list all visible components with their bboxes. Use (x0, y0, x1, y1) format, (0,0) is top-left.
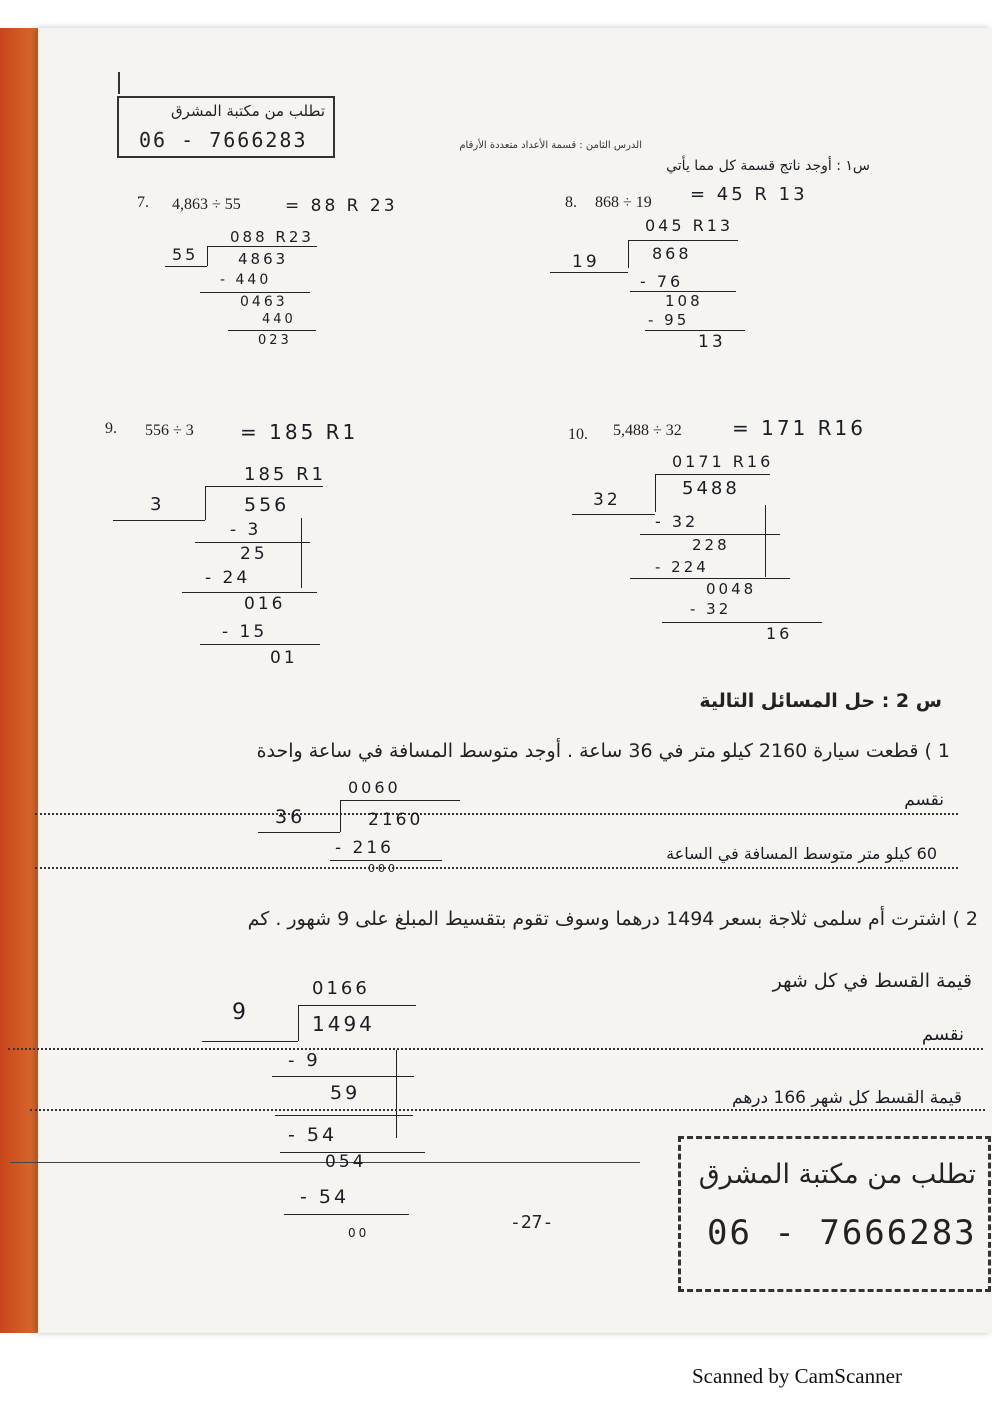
problem-9-step-1: - 3 (230, 520, 262, 540)
problem-9-step-2: 25 (240, 544, 268, 564)
section-2-q1-remainder: 000 (368, 862, 398, 875)
problem-9-number: 9. (105, 420, 117, 437)
problem-8-step-3: - 95 (648, 311, 690, 329)
problem-9-divisor: 3 (150, 494, 165, 515)
stamp-top (117, 96, 335, 158)
problem-10-divisor-underline (572, 514, 655, 515)
section-2-q1-answer: 60 كيلو متر متوسط المسافة في الساعة (666, 844, 937, 863)
problem-10-number: 10. (568, 426, 588, 443)
stamp-top-text: تطلب من مكتبة المشرق (170, 102, 325, 120)
section-2-q2-step-3: - 54 (288, 1124, 338, 1146)
problem-9-quotient: 185 R1 (244, 464, 327, 485)
section-2-q2-text-line-2: قيمة القسط في كل شهر (772, 970, 972, 992)
problem-7-step-1: - 440 (220, 272, 272, 288)
section-2-q2-bracket-side (298, 1005, 299, 1041)
section-2-q2-divisor-underline (202, 1041, 298, 1042)
problem-10-step-4: 0048 (706, 580, 757, 598)
problem-7-divisor: 55 (172, 245, 199, 264)
problem-7-dividend: 4863 (238, 250, 289, 268)
section-2-q1-step-1: - 216 (335, 838, 394, 858)
section-2-q2-step-4: 054 (325, 1152, 367, 1172)
section-2-q2-rule-1 (272, 1076, 414, 1077)
section-2-q2-quotient: 0166 (312, 978, 370, 999)
problem-9-rule-2 (182, 592, 317, 593)
section-2-q2-rule-2 (275, 1115, 413, 1116)
problem-10-step-2: 228 (692, 536, 730, 554)
problem-7-answer: = 88 R 23 (285, 196, 398, 216)
problem-7-rule-2 (228, 330, 316, 331)
problem-10-remainder: 16 (766, 624, 793, 643)
problem-7-remainder: 023 (258, 333, 292, 348)
problem-10-answer: = 171 R16 (732, 416, 866, 440)
problem-7-expression: 4,863 ÷ 55 (172, 196, 241, 213)
section-2-q2-step-1: - 9 (288, 1050, 321, 1071)
section-2-q2-divisor: 9 (232, 1000, 249, 1025)
problem-8-divisor-underline (550, 272, 628, 273)
section-2-q2-dotted-line-2 (30, 1109, 985, 1111)
problem-7-step-2: 0463 (240, 294, 288, 310)
problem-7-bracket-top (207, 246, 317, 247)
problem-9-step-5: - 15 (222, 622, 268, 642)
problem-10-step-3: - 224 (655, 558, 709, 576)
problem-9-step-3: - 24 (205, 568, 251, 588)
section-2-q1-bracket-side (340, 800, 341, 832)
section-2-q2-dotted-line-1 (8, 1048, 983, 1050)
problem-7-number: 7. (137, 194, 149, 211)
problem-10-step-1: - 32 (655, 512, 699, 531)
section-2-q1-dotted-line-1 (35, 813, 958, 815)
problem-9-rule-1 (195, 542, 310, 543)
stamp-bottom (678, 1136, 991, 1292)
problem-9-expression: 556 ÷ 3 (145, 422, 194, 439)
section-2-q1-bracket-top (340, 800, 460, 801)
section-2-q2-answer: قيمة القسط كل شهر 166 درهم (732, 1088, 962, 1108)
section-2-q1-quotient: 0060 (348, 778, 401, 797)
problem-9-bracket-side (205, 486, 206, 520)
problem-8-step-1: - 76 (640, 272, 684, 291)
problem-10-step-5: - 32 (690, 600, 732, 618)
problem-8-number: 8. (565, 194, 577, 211)
problem-8-remainder: 13 (698, 332, 726, 352)
problem-10-rule-3 (662, 622, 822, 623)
section-2-title: س 2 : حل المسائل التالية (699, 690, 942, 712)
problem-10-quotient: 0171 R16 (672, 452, 774, 471)
problem-8-step-2: 108 (665, 292, 703, 310)
problem-10-bring-down-line (765, 505, 766, 577)
section-2-q1-dotted-line-2 (35, 867, 958, 869)
problem-10-divisor: 32 (593, 490, 621, 510)
section-2-q1-divisor-underline (258, 832, 340, 833)
question-1-instruction: س١ : أوجد ناتج قسمة كل مما يأتي (666, 158, 870, 174)
problem-8-divisor: 19 (572, 252, 600, 272)
section-2-q2-label: نقسم (921, 1024, 964, 1045)
problem-7-quotient: 088 R23 (230, 228, 314, 246)
problem-7-rule-1 (200, 292, 310, 293)
problem-7-bracket-side (207, 246, 208, 266)
problem-10-bracket-top (655, 474, 770, 475)
section-2-q2-rule-4 (284, 1214, 409, 1215)
problem-10-rule-2 (630, 578, 790, 579)
section-2-q1-rule (330, 860, 442, 861)
problem-8-expression: 868 ÷ 19 (595, 194, 652, 211)
section-2-q1-label: نقسم (904, 790, 944, 810)
scanner-footer: Scanned by CamScanner (692, 1364, 902, 1388)
stamp-bottom-phone: 06 - 7666283 (707, 1213, 977, 1253)
stamp-bottom-text: تطلب من مكتبة المشرق (698, 1159, 976, 1190)
problem-7-divisor-underline (165, 266, 207, 267)
problem-10-bracket-side (655, 474, 656, 512)
problem-8-bracket-top (628, 240, 738, 241)
problem-8-rule-2 (645, 330, 745, 331)
problem-9-bring-down-arrow (301, 518, 302, 588)
section-2-q2-bring-down-line (396, 1050, 397, 1138)
section-2-q2-step-2: 59 (330, 1082, 361, 1104)
section-2-q2-remainder: 00 (348, 1226, 370, 1240)
problem-10-rule-1 (640, 534, 780, 535)
problem-7-step-3: 440 (262, 312, 296, 327)
section-2-q2-step-5: - 54 (300, 1186, 350, 1208)
problem-10-dividend: 5488 (682, 478, 740, 499)
section-2-q2-text-line-1: 2 ) اشترت أم سلمى ثلاجة بسعر 1494 درهما وسوف تقوم بتقسيط المبلغ على 9 شهور . كم (247, 908, 978, 930)
problem-9-remainder: 01 (270, 648, 298, 668)
problem-10-expression: 5,488 ÷ 32 (613, 422, 682, 439)
lesson-title: الدرس الثامن : قسمة الأعداد متعددة الأرقام (459, 140, 642, 151)
stamp-top-phone: 06 - 7666283 (139, 128, 308, 152)
problem-9-dividend: 556 (244, 494, 290, 516)
problem-9-divisor-underline (113, 520, 205, 521)
problem-8-quotient: 045 R13 (645, 216, 734, 235)
problem-8-bracket-side (628, 240, 629, 268)
section-2-q1-text: 1 ) قطعت سيارة 2160 كيلو متر في 36 ساعة . أوجد متوسط المسافة في ساعة واحدة (256, 740, 950, 762)
problem-9-step-4: 016 (244, 594, 286, 614)
margin-mark (118, 72, 120, 94)
problem-9-answer: = 185 R1 (240, 420, 359, 444)
section-2-q1-divisor: 36 (275, 806, 306, 828)
problem-9-rule-3 (200, 644, 320, 645)
page-number: -27- (510, 1212, 554, 1233)
page-margin-top (0, 0, 992, 30)
section-2-q1-dividend: 2160 (368, 810, 424, 830)
problem-8-answer: = 45 R 13 (690, 184, 808, 205)
problem-8-dividend: 868 (652, 244, 692, 263)
section-2-q2-bracket-top (298, 1005, 416, 1006)
section-2-q2-dividend: 1494 (312, 1012, 375, 1036)
problem-9-bracket-top (205, 486, 323, 487)
